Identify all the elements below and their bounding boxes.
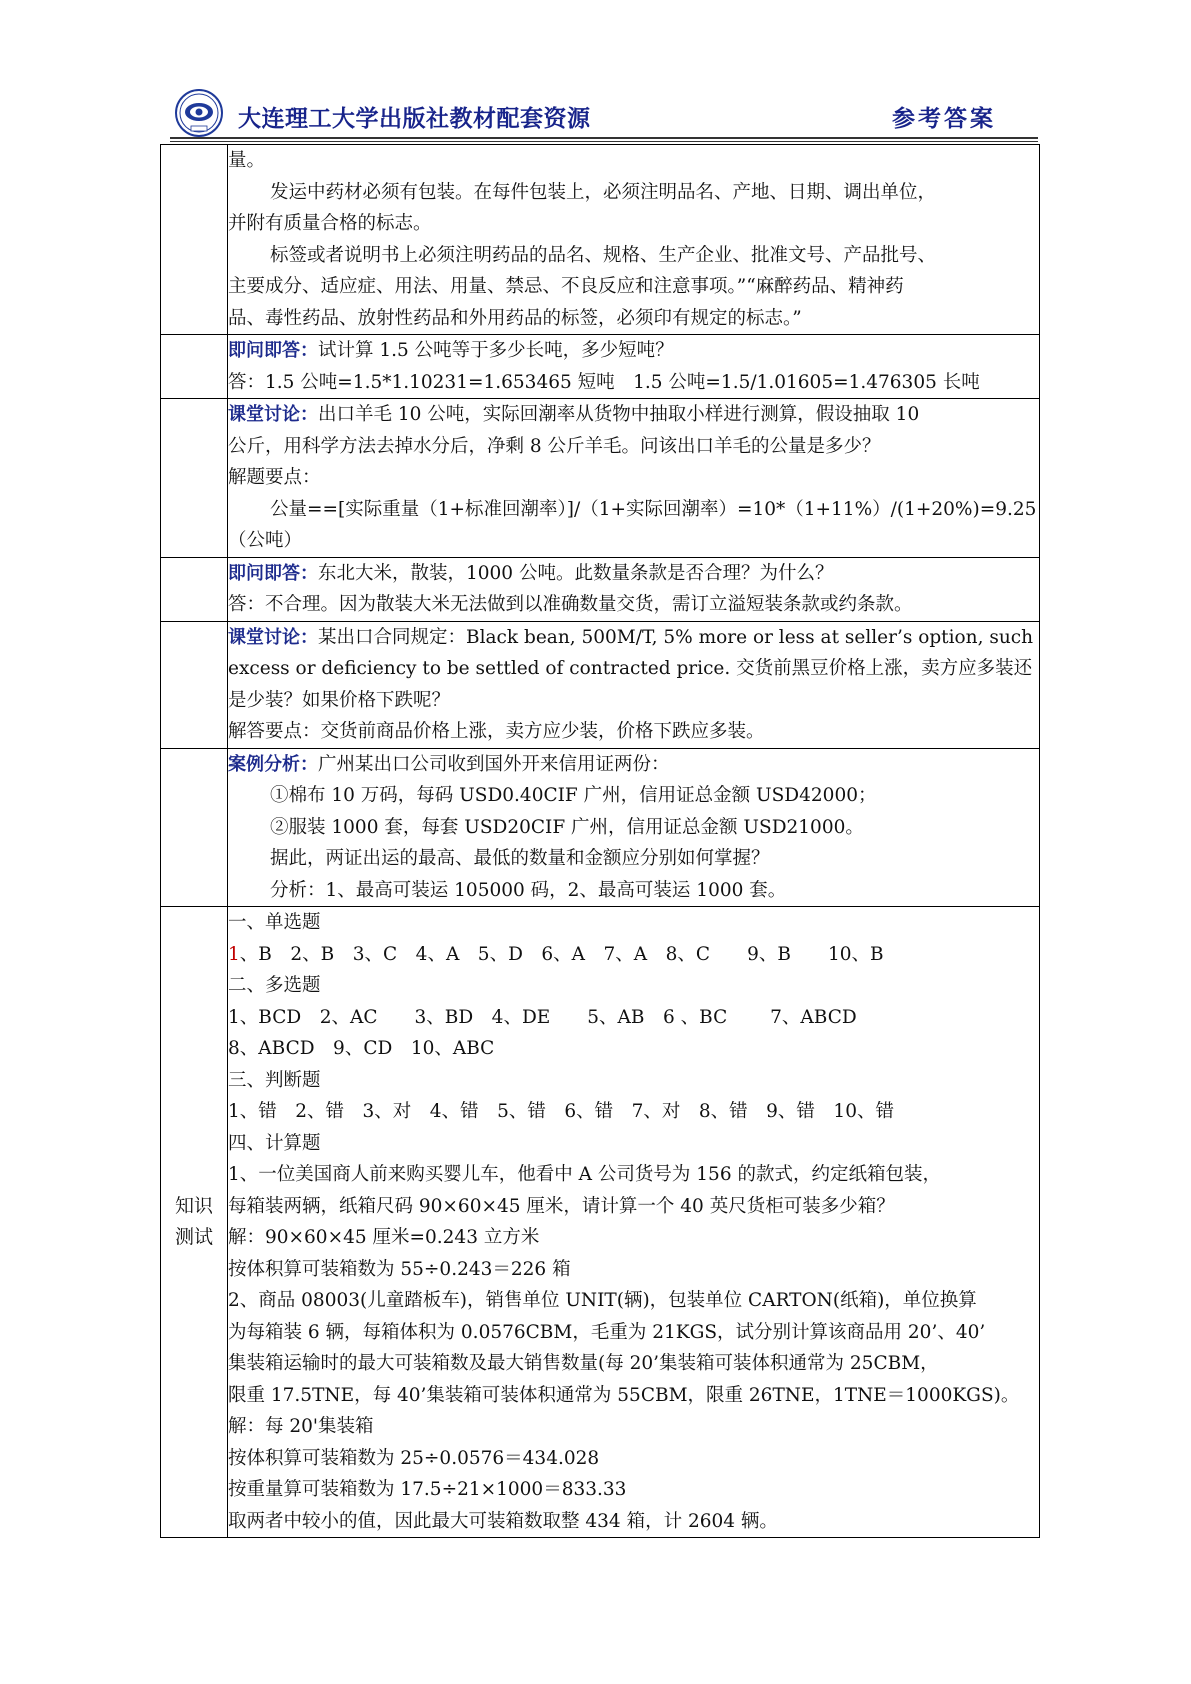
text-line xyxy=(228,749,1039,781)
line-text: 集装箱运输时的最大可装箱数及最大销售数量(每 20’集装箱可装体积通常为 25CBM， xyxy=(228,1353,939,1374)
text-line xyxy=(228,240,1039,272)
text-line xyxy=(228,907,1039,939)
line-text: 1、错 2、错 3、对 4、错 5、错 6、错 7、对 8、错 9、错 10、错 xyxy=(228,1101,894,1122)
line-text: 四、计算题 xyxy=(228,1132,321,1154)
text-line xyxy=(228,1033,1039,1065)
text-line xyxy=(228,399,1039,431)
line-text: 发运中药材必须有包装。在每件包装上，必须注明品名、产地、日期、调出单位， xyxy=(270,181,937,203)
answer-table xyxy=(160,144,1040,1538)
line-text: （公吨） xyxy=(228,530,303,551)
line-text: 并附有质量合格的标志。 xyxy=(228,213,432,234)
section-keyword: 案例分析： xyxy=(228,753,318,775)
text-line xyxy=(228,462,1039,494)
line-text: 广州某出口公司收到国外开来信用证两份： xyxy=(318,753,670,775)
highlighted-number: 1 xyxy=(228,943,240,965)
row-label-cell xyxy=(161,335,228,399)
line-text: 公量==[实际重量（1+标准回潮率）]/（1+实际回潮率）=10*（1+11%）/(1+20%)=9.25 xyxy=(270,498,1037,520)
row-content-cell xyxy=(228,557,1040,621)
row-label-cell xyxy=(161,907,228,1538)
line-text: 按重量算可装箱数为 17.5÷21×1000＝833.33 xyxy=(228,1479,627,1500)
text-line xyxy=(228,271,1039,303)
line-text: 分析：1、最高可装运 105000 码，2、最高可装运 1000 套。 xyxy=(270,879,787,901)
line-text: 某出口合同规定：Black bean, 500M/T, 5% more or less at seller’s option, such xyxy=(318,626,1034,648)
text-line xyxy=(228,970,1039,1002)
line-text: 1、BCD 2、AC 3、BD 4、DE 5、AB 6 、BC 7、ABCD xyxy=(228,1006,857,1028)
line-text: 限重 17.5TNE，每 40’集装箱可装体积通常为 55CBM，限重 26TNE，1TNE＝1000KGS)。 xyxy=(228,1384,1020,1406)
row-content-cell xyxy=(228,907,1040,1538)
text-line xyxy=(228,1474,1039,1506)
line-text: 答：1.5 公吨=1.5*1.10231=1.653465 短吨 1.5 公吨=1.5/1.01605=1.476305 长吨 xyxy=(228,371,980,393)
text-line xyxy=(228,177,1039,209)
row-label: 测试 xyxy=(174,1226,213,1248)
header-rule-thin xyxy=(170,141,1038,142)
line-text: 东北大米，散装，1000 公吨。此数量条款是否合理？为什么？ xyxy=(318,562,834,584)
line-text: ②服装 1000 套，每套 USD20CIF 广州，信用证总金额 USD21000。 xyxy=(270,816,864,838)
university-seal-icon xyxy=(174,88,224,138)
text-line xyxy=(228,780,1039,812)
text-line xyxy=(228,208,1039,240)
text-line xyxy=(228,494,1039,526)
text-line xyxy=(228,1348,1039,1380)
table-row xyxy=(161,145,1040,335)
text-line xyxy=(228,1096,1039,1128)
line-text: 8、ABCD 9、CD 10、ABC xyxy=(228,1038,495,1059)
text-line xyxy=(228,939,1039,971)
row-label-cell xyxy=(161,399,228,558)
header-answer-label: 参考答案 xyxy=(892,106,996,132)
line-text: 品、毒性药品、放射性药品和外用药品的标签，必须印有规定的标志。” xyxy=(228,307,802,329)
text-line xyxy=(228,1506,1039,1538)
line-text: 量。 xyxy=(228,150,266,171)
row-content-cell xyxy=(228,621,1040,748)
line-text: 解：每 20'集装箱 xyxy=(228,1416,374,1437)
text-line xyxy=(228,1002,1039,1034)
text-line xyxy=(228,367,1039,399)
text-line xyxy=(228,622,1039,654)
line-text: 二、多选题 xyxy=(228,975,321,996)
text-line xyxy=(228,653,1039,685)
row-label-cell xyxy=(161,557,228,621)
text-line xyxy=(228,1191,1039,1223)
text-line xyxy=(228,303,1039,335)
line-text: excess or deficiency to be settled of contracted price. 交货前黑豆价格上涨，卖方应多装还 xyxy=(228,658,1033,679)
row-content-cell xyxy=(228,335,1040,399)
line-text: 解题要点： xyxy=(228,467,321,488)
row-content-cell xyxy=(228,748,1040,907)
line-text: 为每箱装 6 辆，每箱体积为 0.0576CBM，毛重为 21KGS，试分别计算该商品用 20’、40’ xyxy=(228,1321,986,1343)
text-line xyxy=(228,1065,1039,1097)
row-content-cell xyxy=(228,399,1040,558)
row-label-cell xyxy=(161,748,228,907)
line-text: 解答要点：交货前商品价格上涨，卖方应少装，价格下跌应多装。 xyxy=(228,721,765,742)
line-text: 出口羊毛 10 公吨，实际回潮率从货物中抽取小样进行测算，假设抽取 10 xyxy=(318,404,920,425)
table-row xyxy=(161,748,1040,907)
line-text: 一、单选题 xyxy=(228,912,321,933)
text-line xyxy=(228,875,1039,907)
line-text: 按体积算可装箱数为 55÷0.243＝226 箱 xyxy=(228,1258,571,1280)
section-keyword: 课堂讨论： xyxy=(228,404,318,425)
text-line xyxy=(228,589,1039,621)
text-line xyxy=(228,1254,1039,1286)
line-text: 取两者中较小的值，因此最大可装箱数取整 434 箱，计 2604 辆。 xyxy=(228,1510,778,1532)
section-keyword: 课堂讨论： xyxy=(228,626,318,648)
row-label: 知识 xyxy=(174,1195,213,1217)
text-line xyxy=(228,1317,1039,1349)
text-line xyxy=(228,1285,1039,1317)
section-keyword: 即问即答： xyxy=(228,562,318,584)
row-label-cell xyxy=(161,621,228,748)
text-line xyxy=(228,145,1039,177)
text-line xyxy=(228,1128,1039,1160)
text-line xyxy=(228,558,1039,590)
text-line xyxy=(228,1411,1039,1443)
line-text: 三、判断题 xyxy=(228,1069,321,1091)
line-text: ①棉布 10 万码，每码 USD0.40CIF 广州，信用证总金额 USD42000； xyxy=(270,785,877,806)
text-line xyxy=(228,812,1039,844)
text-line xyxy=(228,1443,1039,1475)
line-text: 1、一位美国商人前来购买婴儿车，他看中 A 公司货号为 156 的款式，约定纸箱包装， xyxy=(228,1164,941,1185)
text-line xyxy=(228,1222,1039,1254)
line-text: 试计算 1.5 公吨等于多少长吨，多少短吨？ xyxy=(318,340,674,361)
header-rule xyxy=(170,137,1038,139)
header-title: 大连理工大学出版社教材配套资源 xyxy=(238,106,591,132)
section-keyword: 即问即答： xyxy=(228,340,318,361)
line-text: 是少装？如果价格下跌呢？ xyxy=(228,689,451,711)
text-line xyxy=(228,685,1039,717)
line-text: 每箱装两辆，纸箱尺码 90×60×45 厘米，请计算一个 40 英尺货柜可装多少箱？ xyxy=(228,1195,895,1217)
table-row xyxy=(161,335,1040,399)
line-text: 按体积算可装箱数为 25÷0.0576＝434.028 xyxy=(228,1447,600,1469)
text-line xyxy=(228,431,1039,463)
table-row xyxy=(161,907,1040,1538)
line-text: 解：90×60×45 厘米=0.243 立方米 xyxy=(228,1227,540,1248)
table-row xyxy=(161,621,1040,748)
line-text: 主要成分、适应症、用法、用量、禁忌、不良反应和注意事项。”“麻醉药品、精神药 xyxy=(228,276,904,297)
line-text: 2、商品 08003(儿童踏板车)，销售单位 UNIT(辆)，包装单位 CARTON(纸箱)，单位换算 xyxy=(228,1290,977,1311)
row-content-cell xyxy=(228,145,1040,335)
line-text: 答：不合理。因为散装大米无法做到以准确数量交货，需订立溢短装条款或约条款。 xyxy=(228,594,913,615)
table-row xyxy=(161,399,1040,558)
line-text: 、B 2、B 3、C 4、A 5、D 6、A 7、A 8、C 9、B 10、B xyxy=(239,943,884,965)
line-text: 标签或者说明书上必须注明药品的品名、规格、生产企业、批准文号、产品批号、 xyxy=(270,244,937,266)
text-line xyxy=(228,335,1039,367)
text-line xyxy=(228,525,1039,557)
text-line xyxy=(228,843,1039,875)
line-text: 据此，两证出运的最高、最低的数量和金额应分别如何掌握？ xyxy=(270,848,770,869)
text-line xyxy=(228,1380,1039,1412)
text-line xyxy=(228,716,1039,748)
table-row xyxy=(161,557,1040,621)
text-line xyxy=(228,1159,1039,1191)
row-label-cell xyxy=(161,145,228,335)
line-text: 公斤，用科学方法去掉水分后，净剩 8 公斤羊毛。问该出口羊毛的公量是多少？ xyxy=(228,435,881,457)
page-header xyxy=(170,86,1038,144)
